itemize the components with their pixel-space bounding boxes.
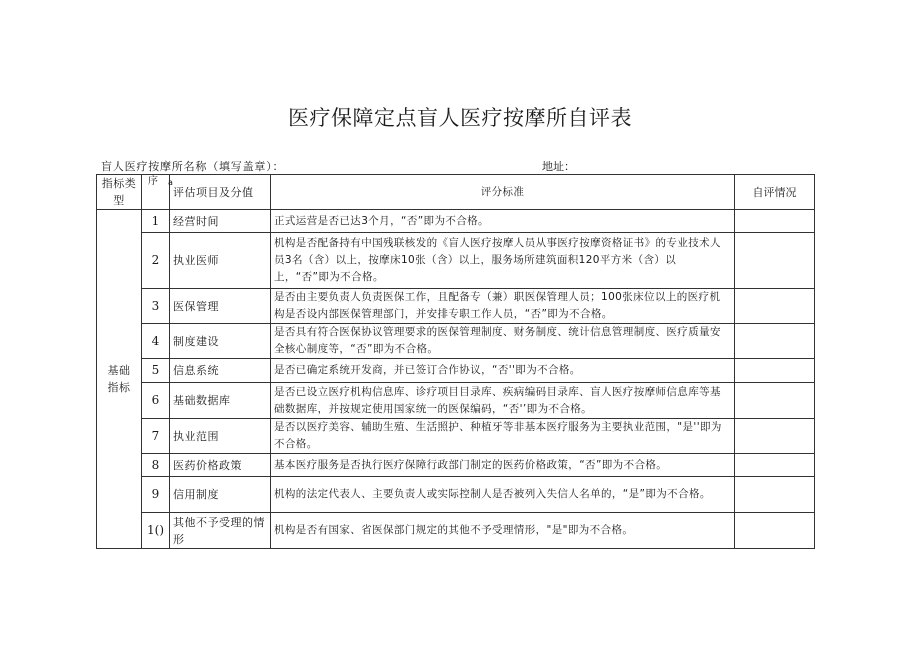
self-evaluation-cell[interactable] bbox=[735, 324, 815, 359]
row-standard: 机构是否配备持有中国残联核发的《盲人医疗按摩人员从事医疗按摩资格证书》的专业技术人员3名（含）以上，按摩床10张（含）以上，服务场所建筑面积120平方米（含）以上，“否”即为不合格。 bbox=[271, 233, 735, 289]
row-item: 执业医师 bbox=[170, 233, 271, 289]
table-row bbox=[97, 324, 815, 359]
row-standard: 正式运营是否已达3个月，“否”即为不合格。 bbox=[271, 210, 735, 233]
table-row bbox=[97, 383, 815, 419]
row-number: 1 bbox=[142, 210, 170, 233]
self-evaluation-cell[interactable] bbox=[735, 210, 815, 233]
row-number: 9 bbox=[142, 477, 170, 513]
self-evaluation-cell[interactable] bbox=[735, 233, 815, 289]
self-evaluation-cell[interactable] bbox=[735, 383, 815, 419]
category-cell: 基础指标 bbox=[97, 210, 142, 549]
self-evaluation-cell[interactable] bbox=[735, 419, 815, 454]
header-standard: 评分标准 bbox=[271, 175, 735, 210]
row-standard: 是否以医疗美容、辅助生殖、生活照护、种植牙等非基本医疗服务为主要执业范围，"是''即为不合格。 bbox=[271, 419, 735, 454]
row-number: 2 bbox=[142, 233, 170, 289]
table-row bbox=[97, 289, 815, 324]
table-row bbox=[97, 477, 815, 513]
header-sequence-suffix: a bbox=[168, 178, 173, 187]
row-standard: 是否已确定系统开发商，并已签订合作协议，“否''即为不合格。 bbox=[271, 359, 735, 383]
row-number: 5 bbox=[142, 359, 170, 383]
row-number: 6 bbox=[142, 383, 170, 419]
row-item: 经营时间 bbox=[170, 210, 271, 233]
row-item: 医保管理 bbox=[170, 289, 271, 324]
header-row bbox=[97, 175, 815, 210]
address-label: 地址： bbox=[542, 160, 575, 173]
row-standard: 是否已设立医疗机构信息库、诊疗项目目录库、疾病编码目录库、盲人医疗按摩师信息库等基础数据库，并按规定使用国家统一的医保编码，“否'’即为不合格。 bbox=[271, 383, 735, 419]
self-evaluation-cell[interactable] bbox=[735, 454, 815, 477]
row-item: 信息系统 bbox=[170, 359, 271, 383]
row-item: 信用制度 bbox=[170, 477, 271, 513]
header-sequence-label: 序 bbox=[148, 176, 158, 187]
row-item: 制度建设 bbox=[170, 324, 271, 359]
row-item: 医药价格政策 bbox=[170, 454, 271, 477]
table-row bbox=[97, 210, 815, 233]
row-standard: 是否由主要负责人负责医保工作，且配备专（兼）职医保管理人员；100张床位以上的医疗机构是否设内部医保管理部门，并安排专职工作人员，“否”即为不合格。 bbox=[271, 289, 735, 324]
header-self-evaluation: 自评情况 bbox=[735, 175, 815, 210]
self-evaluation-table bbox=[96, 174, 815, 549]
self-evaluation-cell[interactable] bbox=[735, 359, 815, 383]
page-title: 医疗保障定点盲人医疗按摩所自评表 bbox=[288, 106, 632, 130]
row-number: 7 bbox=[142, 419, 170, 454]
header-item: 评估项目及分值 bbox=[170, 175, 271, 210]
row-standard: 机构是否有国家、省医保部门规定的其他不予受理情形，"是"即为不合格。 bbox=[271, 513, 735, 549]
table-row bbox=[97, 454, 815, 477]
table-row bbox=[97, 419, 815, 454]
row-standard: 机构的法定代表人、主要负责人或实际控制人是否被列入失信人名单的，“是”即为不合格。 bbox=[271, 477, 735, 513]
table-row bbox=[97, 233, 815, 289]
header-sequence bbox=[142, 175, 173, 210]
table-row bbox=[97, 359, 815, 383]
self-evaluation-cell[interactable] bbox=[735, 289, 815, 324]
header-indicator-type: 指标类型 bbox=[97, 175, 142, 210]
row-standard: 是否具有符合医保协议管理要求的医保管理制度、财务制度、统计信息管理制度、医疗质量安全核心制度等，“否”即为不合格。 bbox=[271, 324, 735, 359]
table-row bbox=[97, 513, 815, 549]
row-item: 其他不予受理的情形 bbox=[170, 513, 271, 549]
self-evaluation-cell[interactable] bbox=[735, 513, 815, 549]
row-number: 4 bbox=[142, 324, 170, 359]
row-number: 1() bbox=[142, 513, 170, 549]
row-standard: 基本医疗服务是否执行医疗保障行政部门制定的医药价格政策，“否”即为不合格。 bbox=[271, 454, 735, 477]
self-evaluation-cell[interactable] bbox=[735, 477, 815, 513]
institution-name-label: 盲人医疗按摩所名称（填写盖章）： bbox=[101, 160, 285, 173]
row-number: 3 bbox=[142, 289, 170, 324]
row-number: 8 bbox=[142, 454, 170, 477]
row-item: 执业范围 bbox=[170, 419, 271, 454]
row-item: 基础数据库 bbox=[170, 383, 271, 419]
